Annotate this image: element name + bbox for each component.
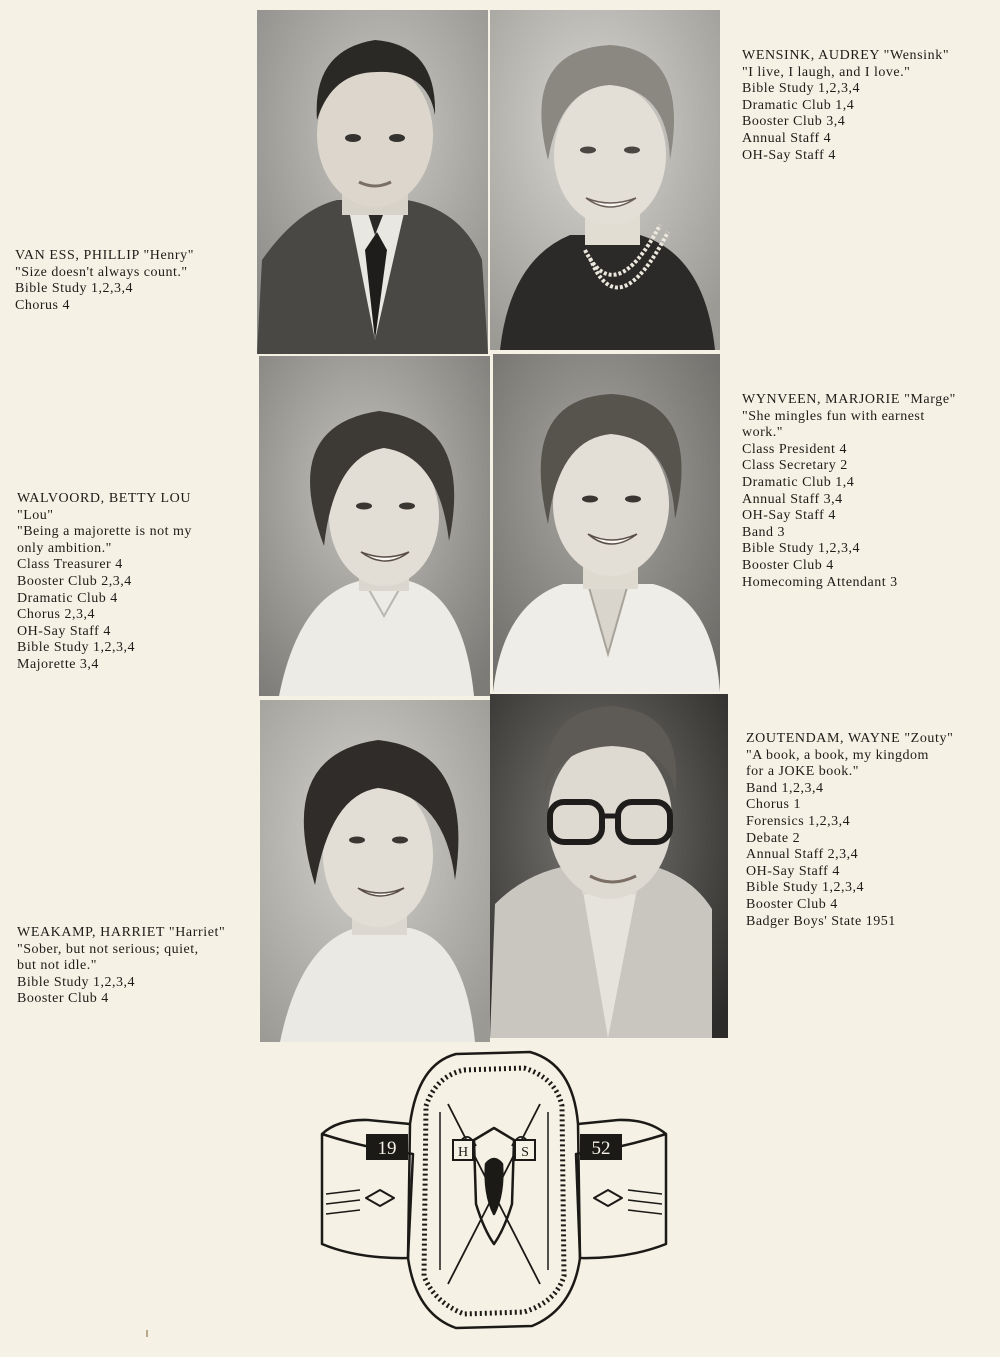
activity: Booster Club 3,4 — [742, 114, 846, 130]
activity: Band 3 — [742, 524, 786, 540]
student-quote: "Being a majorette is not my — [17, 524, 192, 540]
student-quote: "Size doesn't always count." — [15, 264, 188, 280]
student-quote: but not idle." — [17, 958, 97, 974]
activity: Homecoming Attendant 3 — [742, 574, 898, 590]
activity: Class Treasurer 4 — [17, 557, 123, 573]
student-name: VAN ESS, PHILLIP "Henry" — [15, 248, 195, 263]
student-name: WENSINK, AUDREY "Wensink" — [742, 48, 950, 63]
activity: Class President 4 — [742, 441, 847, 457]
portrait-van-ess — [257, 10, 488, 354]
activity: Bible Study 1,2,3,4 — [742, 541, 861, 557]
ring-year-right: 52 — [591, 1138, 611, 1159]
activity: Chorus 4 — [15, 297, 70, 313]
activity: Majorette 3,4 — [17, 656, 99, 672]
activity: Booster Club 4 — [17, 991, 109, 1007]
activity: Booster Club 4 — [742, 557, 834, 573]
activity: Annual Staff 2,3,4 — [746, 847, 859, 863]
student-name: WYNVEEN, MARJORIE "Marge" — [742, 392, 956, 407]
class-ring-illustration — [318, 1044, 670, 1334]
activity: Dramatic Club 4 — [17, 590, 118, 606]
activity: Bible Study 1,2,3,4 — [17, 640, 136, 656]
activity: Booster Club 2,3,4 — [17, 573, 132, 589]
activity: Bible Study 1,2,3,4 — [746, 880, 865, 896]
student-quote: "Sober, but not serious; quiet, — [17, 941, 199, 957]
activity: Chorus 2,3,4 — [17, 607, 95, 623]
ring-initial-left: H — [457, 1145, 469, 1160]
portrait-walvoord — [259, 356, 490, 696]
student-name: WEAKAMP, HARRIET "Harriet" — [17, 925, 226, 940]
student-quote: work." — [742, 425, 783, 441]
activity: Class Secretary 2 — [742, 458, 848, 474]
caption-weakamp — [17, 925, 225, 1008]
paper-mark — [146, 1330, 148, 1337]
activity: Band 1,2,3,4 — [746, 780, 824, 796]
activity: Dramatic Club 1,4 — [742, 97, 855, 113]
activity: OH-Say Staff 4 — [742, 147, 836, 163]
caption-wensink — [742, 48, 949, 164]
portrait-wynveen — [493, 354, 720, 692]
caption-wynveen — [742, 392, 956, 591]
ring-initial-right: S — [521, 1145, 529, 1160]
activity: Booster Club 4 — [746, 896, 838, 912]
activity: Annual Staff 3,4 — [742, 491, 843, 507]
activity: OH-Say Staff 4 — [17, 623, 111, 639]
activity: Bible Study 1,2,3,4 — [15, 281, 134, 297]
student-name: WALVOORD, BETTY LOU — [17, 491, 192, 506]
caption-walvoord — [17, 491, 192, 674]
caption-van-ess — [15, 248, 194, 314]
activity: Badger Boys' State 1951 — [746, 913, 896, 929]
student-quote: only ambition." — [17, 540, 112, 556]
ring-year-left: 19 — [377, 1138, 397, 1159]
activity: Debate 2 — [746, 830, 801, 846]
student-name: ZOUTENDAM, WAYNE "Zouty" — [746, 731, 954, 746]
activity: Forensics 1,2,3,4 — [746, 813, 851, 829]
activity: Chorus 1 — [746, 797, 801, 813]
student-quote: "She mingles fun with earnest — [742, 408, 925, 424]
caption-zoutendam — [746, 731, 953, 930]
activity: OH-Say Staff 4 — [742, 508, 836, 524]
activity: Bible Study 1,2,3,4 — [742, 81, 861, 97]
class-ring-drawing — [318, 1044, 670, 1334]
activity: Annual Staff 4 — [742, 130, 832, 146]
portrait-weakamp — [260, 700, 490, 1042]
portrait-wensink — [490, 10, 720, 350]
student-quote: "A book, a book, my kingdom — [746, 747, 929, 763]
student-nickname: "Lou" — [17, 507, 54, 523]
portrait-zoutendam — [490, 694, 728, 1038]
activity: Bible Study 1,2,3,4 — [17, 974, 136, 990]
activity: Dramatic Club 1,4 — [742, 474, 855, 490]
activity: OH-Say Staff 4 — [746, 863, 840, 879]
student-quote: for a JOKE book." — [746, 764, 859, 780]
student-quote: "I live, I laugh, and I love." — [742, 64, 911, 80]
